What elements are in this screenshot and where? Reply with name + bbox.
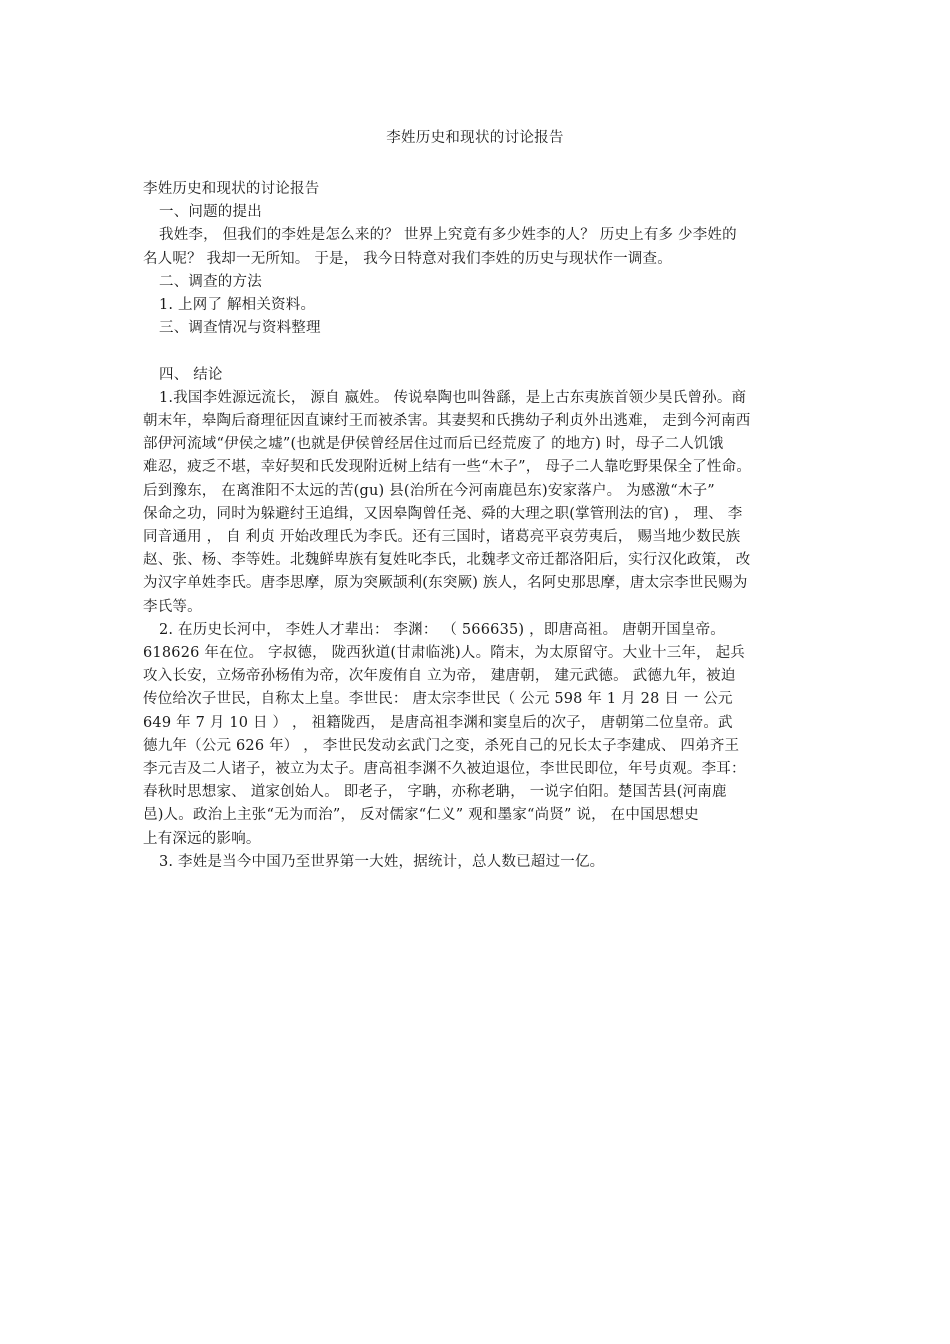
paragraph-line: 传位给次子世民，自称太上皇。李世民： 唐太宗李世民（ 公元 598 年 1 月 28 日 一 公元	[143, 691, 733, 708]
paragraph-line: 后到豫东， 在离淮阳不太远的苦(gu) 县(治所在今河南鹿邑东)安家落户。 为感激“木子”	[143, 482, 715, 499]
section-heading-survey: 三、调查情况与资料整理	[159, 320, 321, 337]
paragraph-line: 赵、张、杨、李等姓。北魏鲜卑族有复姓叱李氏，北魏孝文帝迁都洛阳后，实行汉化政策， 改	[143, 552, 751, 569]
paragraph-line: 难忍，疲乏不堪，幸好契和氏发现附近树上结有一些“木子”， 母子二人靠吃野果保全了性命。	[143, 459, 752, 476]
report-subtitle: 李姓历史和现状的讨论报告	[143, 181, 320, 197]
paragraph-line: 同音通用 ， 自 利贞 开始改理氏为李氏。还有三国时，诸葛亮平哀劳夷后， 赐当地少数民族	[143, 529, 741, 546]
section-heading-conclusion: 四、 结论	[159, 366, 223, 383]
paragraph-line: 邑)人。政治上主张“无为而治”， 反对儒家“仁义” 观和墨家“尚贤” 说， 在中国思想史	[143, 807, 699, 824]
paragraph-line: 618626 年在位。 字叔德， 陇西狄道(甘肃临洮)人。隋末，为太原留守。大业十三年， 起兵	[143, 645, 745, 662]
paragraph-line: 为汉字单姓李氏。唐李思摩，原为突厥颉利(东突厥) 族人，名阿史那思摩，唐太宗李世民赐为	[143, 575, 748, 592]
paragraph-line: 德九年（公元 626 年） ， 李世民发动玄武门之变，杀死自己的兄长太子李建成、 四弟齐王	[143, 737, 740, 754]
paragraph-line: 1.我国李姓源远流长， 源自 嬴姓。 传说皋陶也叫咎繇，是上古东夷族首领少昊氏曾孙。商	[159, 389, 747, 406]
section-heading-method: 二、调查的方法	[159, 273, 262, 290]
paragraph-line: 上有深远的影响。	[143, 830, 261, 847]
paragraph-line: 2. 在历史长河中， 李姓人才辈出： 李渊： （ 566635) ，即唐高祖。 唐朝开国皇帝。	[159, 621, 726, 638]
section-heading-problem: 一、问题的提出	[159, 204, 262, 221]
paragraph-line: 名人呢？ 我却一无所知。 于是， 我今日特意对我们李姓的历史与现状作一调查。	[143, 250, 672, 267]
paragraph-line: 保命之功，同时为躲避纣王追缉，又因皋陶曾任尧、舜的大理之职(掌管刑法的官) ， 理、 李	[143, 505, 743, 522]
paragraph-line: 攻入长安，立炀帝孙杨侑为帝，次年废侑自 立为帝， 建唐朝， 建元武德。 武德九年，被迫	[143, 668, 736, 685]
document-body	[143, 178, 823, 874]
paragraph-line: 部伊河流域“伊侯之墟”(也就是伊侯曾经居住过而后已经荒废了 的地方) 时，母子二人饥饿	[143, 436, 724, 453]
method-item: 1. 上网了 解相关资料。	[159, 297, 316, 314]
paragraph-line: 朝末年，皋陶后裔理征因直谏纣王而被杀害。其妻契和氏携幼子利贞外出逃难， 走到今河南西	[143, 413, 751, 430]
paragraph-line: 649 年 7 月 10 日 ） ， 祖籍陇西， 是唐高祖李渊和窦皇后的次子， 唐朝第二位皇帝。武	[143, 714, 733, 731]
document-title: 李姓历史和现状的讨论报告	[386, 130, 564, 146]
paragraph-line: 李元吉及二人诸子，被立为太子。唐高祖李渊不久被迫退位，李世民即位，年号贞观。李耳：	[143, 761, 746, 778]
paragraph-line: 李氏等。	[143, 598, 202, 615]
blank-line	[143, 340, 823, 363]
paragraph-line: 3. 李姓是当今中国乃至世界第一大姓，据统计，总人数已超过一亿。	[159, 853, 605, 870]
paragraph-line: 我姓李， 但我们的李姓是怎么来的？ 世界上究竟有多少姓李的人？ 历史上有多 少李姓的	[159, 227, 737, 244]
paragraph-line: 春秋时思想家、 道家创始人。 即老子， 字聃，亦称老聃， 一说字伯阳。楚国苦县(河南鹿	[143, 784, 727, 801]
